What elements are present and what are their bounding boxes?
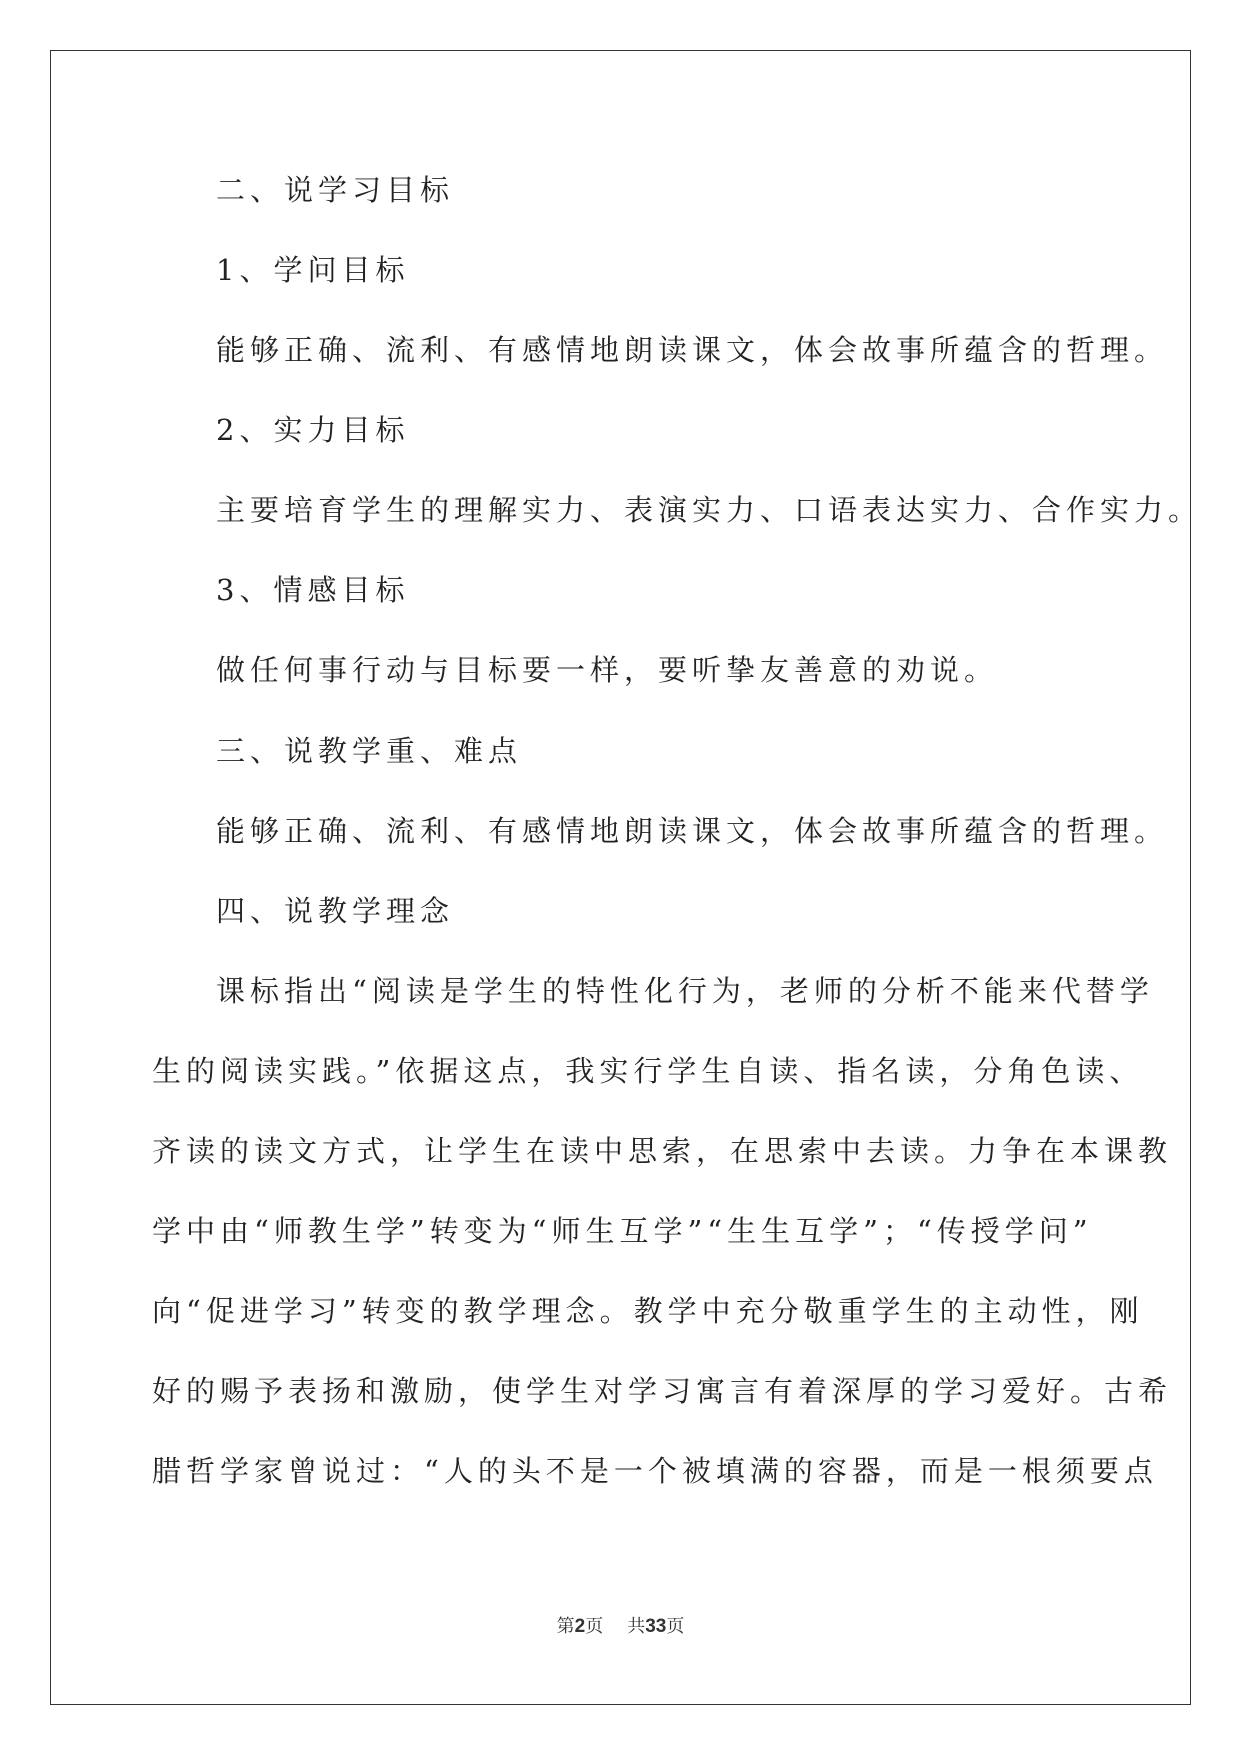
paragraph-knowledge-goal: 能够正确、流利、有感情地朗读课文，体会故事所蕴含的哲理。	[216, 333, 1169, 367]
body-line: 课标指出“阅读是学生的特性化行为，老师的分析不能来代替学	[216, 974, 1154, 1008]
body-line: 齐读的读文方式，让学生在读中思索，在思索中去读。力争在本课教	[152, 1134, 1173, 1168]
paragraph-emotion-goal: 做任何事行动与目标要一样，要听挚友善意的劝说。	[216, 653, 999, 687]
footer-page-number: 2	[574, 1616, 586, 1637]
body-line: 生的阅读实践。”依据这点，我实行学生自读、指名读，分角色读、	[152, 1054, 1144, 1088]
subheading-emotion-goal: 3、情感目标	[216, 573, 410, 607]
heading-learning-goals: 二、说学习目标	[216, 173, 455, 207]
body-line: 学中由“师教生学”转变为“师生互学”“生生互学”；“传授学问”	[152, 1214, 1093, 1248]
page-footer	[0, 1615, 1241, 1639]
paragraph-key-difficult-points: 能够正确、流利、有感情地朗读课文，体会故事所蕴含的哲理。	[216, 814, 1169, 848]
paragraph-ability-goal: 主要培育学生的理解实力、表演实力、口语表达实力、合作实力。	[216, 493, 1203, 527]
footer-page-prefix: 第	[556, 1616, 575, 1637]
body-line: 腊哲学家曾说过：“人的头不是一个被填满的容器，而是一根须要点	[152, 1454, 1158, 1488]
footer-total-prefix: 共	[627, 1616, 646, 1637]
subheading-ability-goal: 2、实力目标	[216, 413, 410, 447]
heading-teaching-philosophy: 四、说教学理念	[216, 894, 455, 928]
subheading-knowledge-goal: 1、学问目标	[216, 253, 410, 287]
body-line: 向“促进学习”转变的教学理念。教学中充分敬重学生的主动性，刚	[152, 1294, 1144, 1328]
body-line: 好的赐予表扬和激励，使学生对学习寓言有着深厚的学习爱好。古希	[152, 1374, 1173, 1408]
footer-total-pages: 33	[645, 1616, 667, 1637]
heading-key-difficult-points: 三、说教学重、难点	[216, 734, 523, 768]
footer-total-suffix: 页	[666, 1616, 685, 1637]
footer-page-suffix: 页	[585, 1616, 604, 1637]
